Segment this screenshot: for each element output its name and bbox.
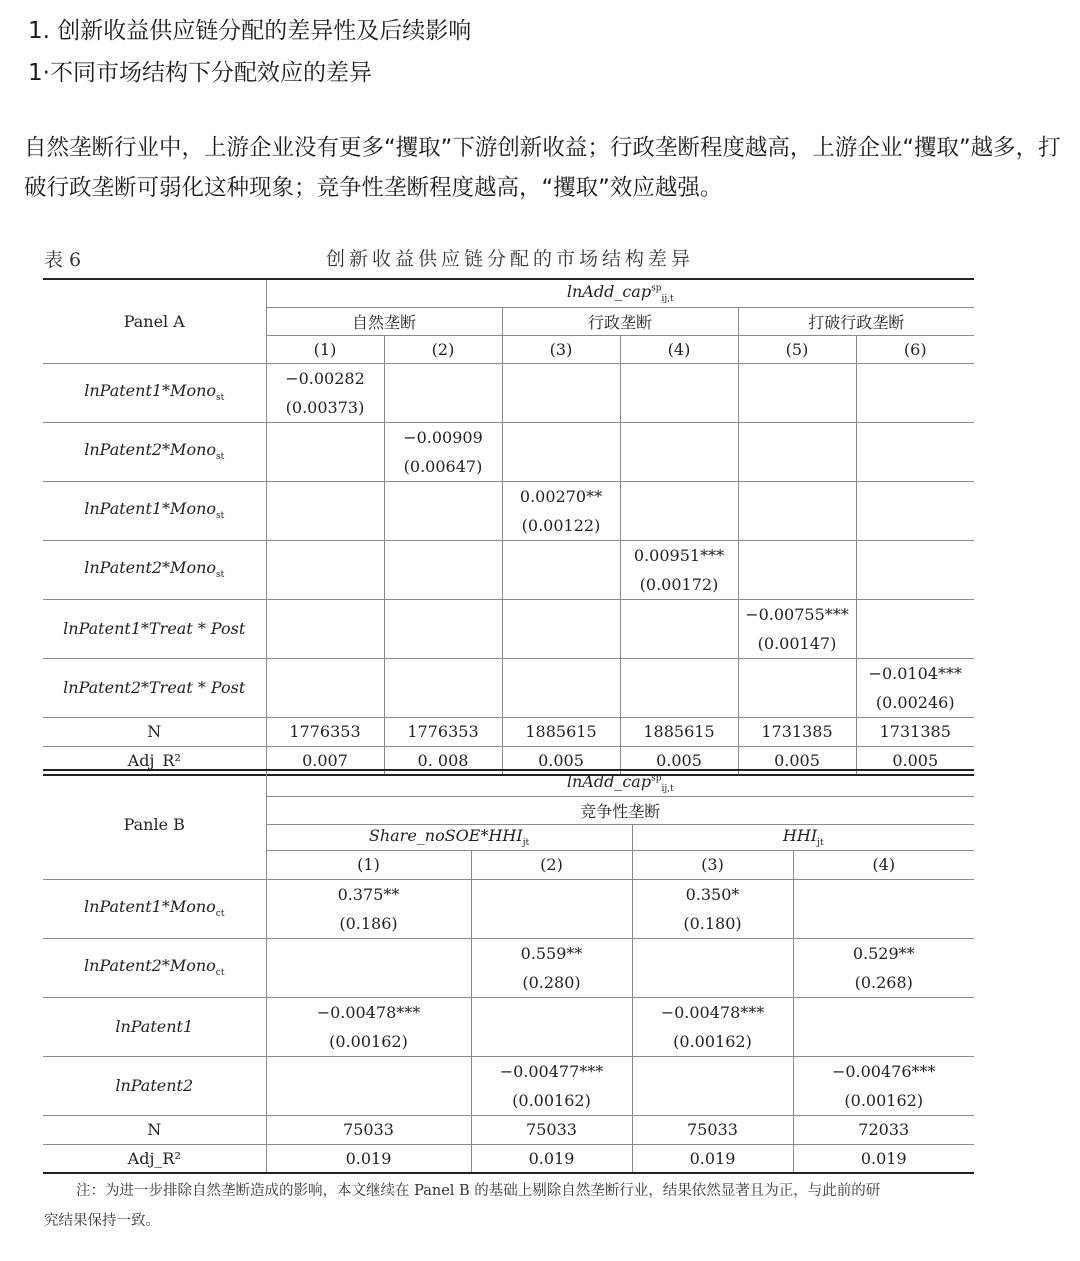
standard-error: (0.00122) xyxy=(521,515,601,535)
observations-label: N xyxy=(43,717,266,746)
adj-r2-value: 0.005 xyxy=(502,746,620,775)
panel-a-label: Panel A xyxy=(43,279,266,363)
table-row xyxy=(43,481,974,540)
column-number: (4) xyxy=(620,335,738,363)
row-label-text: lnPatent1 xyxy=(115,1017,194,1036)
coefficient-cell xyxy=(384,540,502,599)
column-number: (1) xyxy=(266,850,471,879)
column-number: (2) xyxy=(471,850,632,879)
panel-b-subgroup-hhi: $HHI_{jt}$ xyxy=(632,824,974,850)
column-number: (2) xyxy=(384,335,502,363)
row-label xyxy=(43,363,266,422)
panel-a-dependent-variable: lnAdd_cap$^{sp}_{ij,t}$ xyxy=(266,279,974,307)
panel-a-table xyxy=(43,278,974,776)
adj-r2-value: 0.019 xyxy=(793,1144,974,1173)
coefficient-cell xyxy=(620,599,738,658)
standard-error: (0.00246) xyxy=(875,692,955,712)
coefficient-cell xyxy=(793,997,974,1056)
standard-error: (0.00172) xyxy=(639,574,719,594)
coefficient-cell xyxy=(620,363,738,422)
coefficient-cell xyxy=(856,599,974,658)
observations-value: 1731385 xyxy=(856,717,974,746)
coefficient-cell xyxy=(502,658,620,717)
coefficient-value: −0.00282 xyxy=(285,368,365,388)
table-row xyxy=(43,363,974,422)
coefficient-cell xyxy=(266,997,471,1056)
coefficient-cell xyxy=(471,938,632,997)
coefficient-value: −0.00909 xyxy=(403,427,483,447)
observations-value: 75033 xyxy=(632,1115,793,1144)
column-number: (1) xyxy=(266,335,384,363)
standard-error: (0.00162) xyxy=(673,1031,752,1051)
table-row xyxy=(43,997,974,1056)
coefficient-cell xyxy=(738,599,856,658)
coefficient-cell xyxy=(502,422,620,481)
row-label xyxy=(43,658,266,717)
coefficient-cell xyxy=(620,481,738,540)
summary-paragraph: 自然垄断行业中，上游企业没有更多“攫取”下游创新收益；行政垄断程度越高，上游企业“攫取”越多，打破行政垄断可弱化这种现象；竞争性垄断程度越高，“攫取”效应越强。 xyxy=(24,135,1061,201)
coefficient-cell xyxy=(738,422,856,481)
row-label-subscript: st xyxy=(216,393,225,404)
row-label-text: lnPatent2*Treat * Post xyxy=(63,678,246,697)
adj-r2-value: 0.007 xyxy=(266,746,384,775)
coefficient-cell xyxy=(502,540,620,599)
row-label-text: lnPatent2*Mono xyxy=(84,440,217,460)
coefficient-cell xyxy=(266,540,384,599)
observations-value: 72033 xyxy=(793,1115,974,1144)
observations-value: 1885615 xyxy=(502,717,620,746)
coefficient-cell xyxy=(471,879,632,938)
coefficient-cell xyxy=(471,1056,632,1115)
coefficient-value: −0.00477*** xyxy=(499,1061,604,1081)
coefficient-cell xyxy=(266,599,384,658)
row-label-subscript: ct xyxy=(215,968,225,979)
coefficient-value: 0.00270** xyxy=(519,486,603,506)
adj-r2-label: Adj_R² xyxy=(43,746,266,775)
row-label xyxy=(43,879,266,938)
coefficient-cell xyxy=(793,1056,974,1115)
coefficient-cell xyxy=(632,938,793,997)
row-label-text: lnPatent2*Mono xyxy=(84,558,217,578)
adj-r2-value: 0.019 xyxy=(632,1144,793,1173)
row-label-subscript: st xyxy=(216,452,225,463)
coefficient-value: 0.350* xyxy=(685,884,740,904)
coefficient-cell xyxy=(856,481,974,540)
observations-value: 75033 xyxy=(471,1115,632,1144)
coefficient-cell xyxy=(266,658,384,717)
coefficient-cell xyxy=(502,481,620,540)
standard-error: (0.00647) xyxy=(403,456,483,476)
adj-r2-value: 0. 008 xyxy=(384,746,502,775)
coefficient-cell xyxy=(384,658,502,717)
row-label xyxy=(43,1056,266,1115)
coefficient-value: 0.375** xyxy=(337,884,400,904)
coefficient-cell xyxy=(856,422,974,481)
subsection-heading: 1·不同市场结构下分配效应的差异 xyxy=(28,60,372,86)
adj-r2-value: 0.005 xyxy=(856,746,974,775)
column-number: (6) xyxy=(856,335,974,363)
observations-value: 75033 xyxy=(266,1115,471,1144)
coefficient-cell xyxy=(856,363,974,422)
panel-b-dependent-variable: lnAdd_cap$^{sp}_{ij,t}$ xyxy=(266,770,974,796)
panel-a-group-admin-monopoly: 行政垄断 xyxy=(502,307,738,335)
coefficient-cell xyxy=(471,997,632,1056)
observations-row xyxy=(43,1115,974,1144)
adj-r2-value: 0.019 xyxy=(471,1144,632,1173)
table-note xyxy=(44,1176,979,1236)
row-label-subscript: ct xyxy=(215,909,225,920)
column-number: (4) xyxy=(793,850,974,879)
coefficient-cell xyxy=(502,363,620,422)
standard-error: (0.00162) xyxy=(329,1031,408,1051)
table-row xyxy=(43,938,974,997)
row-label xyxy=(43,481,266,540)
coefficient-cell xyxy=(266,422,384,481)
table-row xyxy=(43,599,974,658)
row-label xyxy=(43,540,266,599)
standard-error: (0.00162) xyxy=(844,1090,924,1110)
table-row xyxy=(43,1056,974,1115)
adj-r2-value: 0.005 xyxy=(620,746,738,775)
observations-row xyxy=(43,717,974,746)
row-label-text: lnPatent2*Mono xyxy=(84,956,216,976)
table-row xyxy=(43,879,974,938)
panel-b-table xyxy=(43,769,974,1174)
standard-error: (0.280) xyxy=(522,972,581,992)
coefficient-cell xyxy=(266,1056,471,1115)
observations-value: 1731385 xyxy=(738,717,856,746)
adj-r2-value: 0.019 xyxy=(266,1144,471,1173)
column-number: (3) xyxy=(502,335,620,363)
coefficient-cell xyxy=(793,938,974,997)
standard-error: (0.00162) xyxy=(512,1090,591,1110)
row-label xyxy=(43,422,266,481)
row-label xyxy=(43,938,266,997)
panel-a-group-break-admin-monopoly: 打破行政垄断 xyxy=(738,307,974,335)
panel-b-label: Panle B xyxy=(43,770,266,879)
coefficient-cell xyxy=(266,938,471,997)
coefficient-cell xyxy=(738,363,856,422)
table-note-line-2: 究结果保持一致。 xyxy=(44,1213,160,1229)
column-number: (5) xyxy=(738,335,856,363)
coefficient-cell xyxy=(620,540,738,599)
section-heading: 1. 创新收益供应链分配的差异性及后续影响 xyxy=(28,18,472,44)
coefficient-cell xyxy=(384,363,502,422)
coefficient-value: 0.529** xyxy=(852,943,915,963)
table-note-line-1: 注：为进一步排除自然垄断造成的影响，本文继续在 Panel B 的基础上剔除自然垄断行业，结果依然显著且为正，与此前的研 xyxy=(76,1183,881,1199)
adj-r2-value: 0.005 xyxy=(738,746,856,775)
adj-r2-row xyxy=(43,1144,974,1173)
coefficient-cell xyxy=(502,599,620,658)
coefficient-value: −0.0104*** xyxy=(868,663,962,683)
coefficient-value: −0.00755*** xyxy=(745,604,849,624)
row-label-subscript: st xyxy=(216,511,225,522)
coefficient-cell xyxy=(384,422,502,481)
coefficient-cell xyxy=(266,879,471,938)
coefficient-cell xyxy=(266,363,384,422)
coefficient-cell xyxy=(793,879,974,938)
row-label xyxy=(43,997,266,1056)
standard-error: (0.268) xyxy=(854,972,913,992)
coefficient-cell xyxy=(632,997,793,1056)
coefficient-value: 0.00951*** xyxy=(633,545,725,565)
table-title: 创新收益供应链分配的市场结构差异 xyxy=(325,248,694,270)
coefficient-cell xyxy=(620,658,738,717)
observations-value: 1776353 xyxy=(266,717,384,746)
coefficient-cell xyxy=(738,540,856,599)
row-label-text: lnPatent1*Mono xyxy=(84,381,217,401)
adj-r2-label: Adj_R² xyxy=(43,1144,266,1173)
panel-b-group-competitive-monopoly: 竞争性垄断 xyxy=(266,796,974,824)
table-row xyxy=(43,658,974,717)
row-label-subscript: st xyxy=(216,570,225,581)
panel-b-subgroup-share-hhi: $Share\_noSOE*HHI_{jt}$ xyxy=(266,824,632,850)
table-row xyxy=(43,540,974,599)
coefficient-value: −0.00476*** xyxy=(831,1061,936,1081)
coefficient-cell xyxy=(632,879,793,938)
observations-value: 1885615 xyxy=(620,717,738,746)
panel-a-group-natural-monopoly: 自然垄断 xyxy=(266,307,502,335)
standard-error: (0.00147) xyxy=(757,633,837,653)
coefficient-cell xyxy=(632,1056,793,1115)
coefficient-value: −0.00478*** xyxy=(316,1002,421,1022)
standard-error: (0.00373) xyxy=(285,397,365,417)
observations-value: 1776353 xyxy=(384,717,502,746)
coefficient-cell xyxy=(384,481,502,540)
coefficient-cell xyxy=(856,540,974,599)
table-row xyxy=(43,422,974,481)
standard-error: (0.186) xyxy=(339,913,398,933)
standard-error: (0.180) xyxy=(683,913,742,933)
row-label xyxy=(43,599,266,658)
column-number: (3) xyxy=(632,850,793,879)
coefficient-cell xyxy=(384,599,502,658)
row-label-text: lnPatent1*Mono xyxy=(84,499,217,519)
table-number: 表 6 xyxy=(44,249,82,271)
row-label-text: lnPatent1*Mono xyxy=(84,897,216,917)
row-label-text: lnPatent2 xyxy=(115,1076,194,1095)
observations-label: N xyxy=(43,1115,266,1144)
coefficient-cell xyxy=(738,481,856,540)
row-label-text: lnPatent1*Treat * Post xyxy=(63,619,246,638)
coefficient-value: 0.559** xyxy=(520,943,583,963)
coefficient-cell xyxy=(738,658,856,717)
coefficient-cell xyxy=(620,422,738,481)
coefficient-value: −0.00478*** xyxy=(660,1002,765,1022)
coefficient-cell xyxy=(856,658,974,717)
coefficient-cell xyxy=(266,481,384,540)
